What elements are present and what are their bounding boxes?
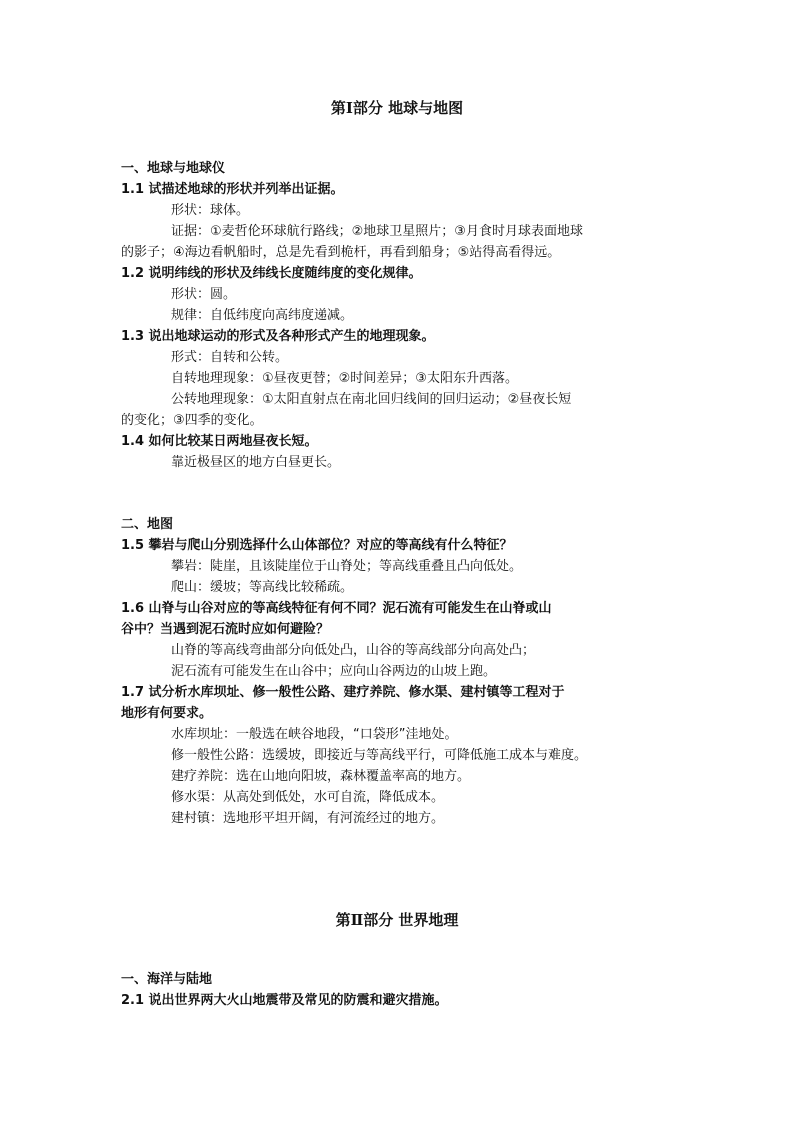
part2-title: 第Ⅱ部分 世界地理 (335, 911, 459, 929)
answer-1-5-climbing: 攀岩：陡崖，且该陡崖位于山脊处；等高线重叠且凸向低处。 (171, 559, 523, 574)
answer-1-4: 靠近极昼区的地方白昼更长。 (171, 455, 341, 470)
answer-1-7-canal: 修水渠：从高处到低处，水可自流，降低成本。 (171, 790, 445, 805)
question-1-1: 1.1 试描述地球的形状并列举出证据。 (121, 182, 344, 197)
question-1-4: 1.4 如何比较某日两地昼夜长短。 (121, 434, 318, 449)
answer-1-5-hiking: 爬山：缓坡；等高线比较稀疏。 (171, 580, 354, 595)
answer-1-6-contours: 山脊的等高线弯曲部分向低处凸，山谷的等高线部分向高处凸； (171, 643, 536, 658)
question-1-5: 1.5 攀岩与爬山分别选择什么山体部位？对应的等高线有什么特征？ (121, 538, 513, 553)
question-1-6: 1.6 山脊与山谷对应的等高线特征有何不同？泥石流有可能发生在山脊或山 (121, 601, 552, 616)
answer-1-7-road: 修一般性公路：选缓坡，即接近与等高线平行，可降低施工成本与难度。 (171, 748, 588, 763)
question-1-6-cont: 谷中？当遇到泥石流时应如何避险？ (121, 622, 330, 637)
answer-1-1-evidence-cont: 的影子；④海边看帆船时，总是先看到桅杆，再看到船身；⑤站得高看得远。 (121, 245, 561, 260)
question-1-7: 1.7 试分析水库坝址、修一般性公路、建疗养院、修水渠、建村镇等工程对于 (121, 685, 565, 700)
answer-1-2-shape: 形状：圆。 (171, 287, 237, 302)
answer-1-7-sanatorium: 建疗养院：选在山地向阳坡，森林覆盖率高的地方。 (171, 769, 471, 784)
answer-1-3-revolution-cont: 的变化；③四季的变化。 (121, 413, 263, 428)
section-heading-maps: 二、地图 (121, 517, 174, 532)
section-heading-earth-globe: 一、地球与地球仪 (121, 161, 226, 176)
answer-1-7-reservoir: 水库坝址：一般选在峡谷地段，“口袋形”洼地处。 (171, 727, 458, 742)
answer-1-1-shape: 形状：球体。 (171, 203, 250, 218)
answer-1-1-evidence: 证据：①麦哲伦环球航行路线；②地球卫星照片；③月食时月球表面地球 (171, 224, 583, 239)
question-1-7-cont: 地形有何要求。 (121, 706, 213, 721)
answer-1-3-forms: 形式：自转和公转。 (171, 350, 289, 365)
answer-1-3-revolution: 公转地理现象：①太阳直射点在南北回归线间的回归运动；②昼夜长短 (171, 392, 572, 407)
question-1-3: 1.3 说出地球运动的形式及各种形式产生的地理现象。 (121, 329, 435, 344)
question-1-2: 1.2 说明纬线的形状及纬线长度随纬度的变化规律。 (121, 266, 422, 281)
answer-1-7-village: 建村镇：选地形平坦开阔，有河流经过的地方。 (171, 811, 445, 826)
answer-1-6-debris-flow: 泥石流有可能发生在山谷中；应向山谷两边的山坡上跑。 (171, 664, 497, 679)
part1-title: 第Ⅰ部分 地球与地图 (330, 99, 464, 117)
answer-1-2-rule: 规律：自低纬度向高纬度递减。 (171, 308, 354, 323)
question-2-1: 2.1 说出世界两大火山地震带及常见的防震和避灾措施。 (121, 993, 448, 1008)
answer-1-3-rotation: 自转地理现象：①昼夜更替；②时间差异；③太阳东升西落。 (171, 371, 518, 386)
section-heading-ocean-land: 一、海洋与陆地 (121, 972, 213, 987)
